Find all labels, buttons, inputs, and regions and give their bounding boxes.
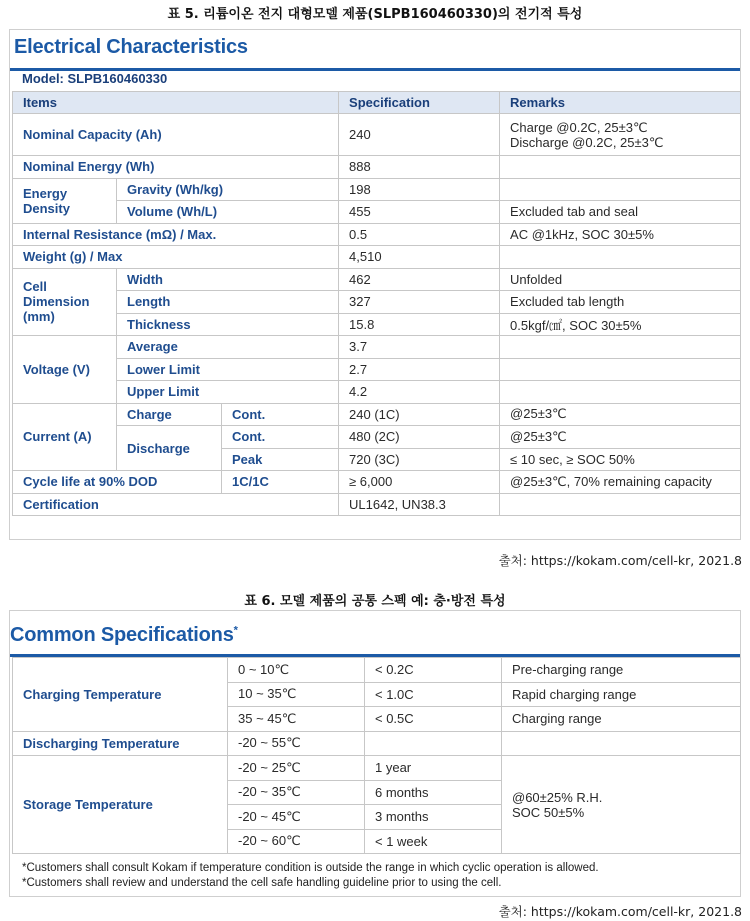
internal-resistance-spec: 0.5 (339, 223, 500, 246)
certification-spec: UL1642, UN38.3 (339, 493, 500, 516)
source-note-1: 출처: https://kokam.com/cell-kr, 2021.8 (498, 553, 742, 568)
charge-cont-remark: @25±3℃ (500, 403, 741, 426)
table-row (13, 223, 741, 246)
table-row (13, 268, 741, 291)
footnotes (22, 861, 599, 891)
charging-note: Rapid charging range (502, 682, 741, 707)
cycle-life-remark: @25±3℃, 70% remaining capacity (500, 471, 741, 494)
cycle-life-spec: ≥ 6,000 (339, 471, 500, 494)
table-row (13, 358, 741, 381)
length-remark: Excluded tab length (500, 291, 741, 314)
electrical-table (12, 91, 741, 516)
storage-period: 1 year (365, 756, 502, 781)
header-remarks: Remarks (500, 92, 741, 114)
discharge-cont-spec: 480 (2C) (339, 426, 500, 449)
storage-range: -20 ~ 60℃ (228, 829, 365, 854)
table-row (13, 731, 741, 756)
charging-note: Charging range (502, 707, 741, 732)
lower-limit-remark (500, 358, 741, 381)
cell-dimension-label: Cell Dimension (mm) (13, 268, 117, 336)
discharge-cont-label: Cont. (222, 426, 339, 449)
charging-rate: < 0.2C (365, 658, 502, 683)
average-label: Average (117, 336, 339, 359)
table-row (13, 114, 741, 156)
energy-density-label: Energy Density (13, 178, 117, 223)
width-label: Width (117, 268, 339, 291)
table-row (13, 156, 741, 179)
nominal-capacity-remarks (500, 114, 741, 156)
charging-rate: < 0.5C (365, 707, 502, 732)
charging-range: 0 ~ 10℃ (228, 658, 365, 683)
discharging-note (502, 731, 741, 756)
remark-line: Discharge @0.2C, 25±3℃ (510, 134, 664, 150)
discharge-cont-remark: @25±3℃ (500, 426, 741, 449)
cycle-life-rate: 1C/1C (222, 471, 339, 494)
electrical-characteristics-panel (9, 29, 741, 540)
upper-limit-label: Upper Limit (117, 381, 339, 404)
charging-temperature-label: Charging Temperature (13, 658, 228, 732)
upper-limit-remark (500, 381, 741, 404)
table5-caption: 표 5. 리튬이온 전지 대형모델 제품(SLPB160460330)의 전기적 특성 (167, 7, 583, 22)
table-row (13, 178, 741, 201)
storage-period: 3 months (365, 805, 502, 830)
charging-rate: < 1.0C (365, 682, 502, 707)
discharging-range: -20 ~ 55℃ (228, 731, 365, 756)
discharging-rate (365, 731, 502, 756)
certification-remark (500, 493, 741, 516)
table-row (13, 756, 741, 781)
volume-spec: 455 (339, 201, 500, 224)
table-row (13, 658, 741, 683)
width-spec: 462 (339, 268, 500, 291)
header-items: Items (13, 92, 339, 114)
width-remark: Unfolded (500, 268, 741, 291)
weight-label: Weight (g) / Max (13, 246, 339, 269)
nominal-capacity-label: Nominal Capacity (Ah) (13, 114, 339, 156)
charge-label: Charge (117, 403, 222, 426)
storage-range: -20 ~ 25℃ (228, 756, 365, 781)
storage-condition-line: SOC 50±5% (512, 804, 585, 820)
electrical-title: Electrical Characteristics (14, 36, 248, 58)
table-row (13, 381, 741, 404)
title-footnote-mark: * (233, 624, 238, 637)
storage-period: < 1 week (365, 829, 502, 854)
lower-limit-label: Lower Limit (117, 358, 339, 381)
remark-line: Charge @0.2C, 25±3℃ (510, 119, 648, 135)
table-row (13, 403, 741, 426)
volume-label: Volume (Wh/L) (117, 201, 339, 224)
charge-cont-spec: 240 (1C) (339, 403, 500, 426)
storage-conditions (502, 756, 741, 854)
lower-limit-spec: 2.7 (339, 358, 500, 381)
table-row (13, 426, 741, 449)
charging-range: 35 ~ 45℃ (228, 707, 365, 732)
table-row (13, 246, 741, 269)
certification-label: Certification (13, 493, 339, 516)
model-label: Model: SLPB160460330 (22, 71, 168, 86)
storage-condition-line: @60±25% R.H. (512, 789, 603, 805)
weight-spec: 4,510 (339, 246, 500, 269)
voltage-label: Voltage (V) (13, 336, 117, 404)
nominal-energy-spec: 888 (339, 156, 500, 179)
common-specifications-panel (9, 610, 741, 897)
source-note-2: 출처: https://kokam.com/cell-kr, 2021.8 (498, 904, 742, 919)
storage-range: -20 ~ 45℃ (228, 805, 365, 830)
charging-range: 10 ~ 35℃ (228, 682, 365, 707)
gravity-label: Gravity (Wh/kg) (117, 178, 339, 201)
peak-spec: 720 (3C) (339, 448, 500, 471)
table-row (13, 201, 741, 224)
internal-resistance-remark: AC @1kHz, SOC 30±5% (500, 223, 741, 246)
common-specs-table (12, 657, 741, 854)
storage-temperature-label: Storage Temperature (13, 756, 228, 854)
peak-label: Peak (222, 448, 339, 471)
weight-remark (500, 246, 741, 269)
length-spec: 327 (339, 291, 500, 314)
table-row (13, 493, 741, 516)
thickness-spec: 15.8 (339, 313, 500, 336)
nominal-capacity-spec: 240 (339, 114, 500, 156)
upper-limit-spec: 4.2 (339, 381, 500, 404)
header-specification: Specification (339, 92, 500, 114)
average-spec: 3.7 (339, 336, 500, 359)
nominal-energy-remark (500, 156, 741, 179)
cycle-life-label: Cycle life at 90% DOD (13, 471, 222, 494)
table-row (13, 471, 741, 494)
peak-remark: ≤ 10 sec, ≥ SOC 50% (500, 448, 741, 471)
common-specs-title (10, 624, 238, 647)
table-row (13, 336, 741, 359)
nominal-energy-label: Nominal Energy (Wh) (13, 156, 339, 179)
gravity-remark (500, 178, 741, 201)
average-remark (500, 336, 741, 359)
volume-remark: Excluded tab and seal (500, 201, 741, 224)
discharge-label: Discharge (117, 426, 222, 471)
common-specs-title-text: Common Specifications (10, 624, 234, 646)
current-label: Current (A) (13, 403, 117, 471)
table6-caption: 표 6. 모델 제품의 공통 스펙 예: 충·방전 특성 (244, 594, 506, 609)
thickness-label: Thickness (117, 313, 339, 336)
length-label: Length (117, 291, 339, 314)
thickness-remark: 0.5kgf/㎠, SOC 30±5% (500, 313, 741, 336)
table-row (13, 313, 741, 336)
gravity-spec: 198 (339, 178, 500, 201)
table-header-row (13, 92, 741, 114)
footnote: *Customers shall review and understand the cell safe handling guideline prior to using the cell. (22, 877, 502, 889)
table-row (13, 291, 741, 314)
charge-cont-label: Cont. (222, 403, 339, 426)
internal-resistance-label: Internal Resistance (mΩ) / Max. (13, 223, 339, 246)
storage-period: 6 months (365, 780, 502, 805)
discharging-temperature-label: Discharging Temperature (13, 731, 228, 756)
footnote: *Customers shall consult Kokam if temperature condition is outside the range in which cyclic operation is allowed. (22, 862, 599, 874)
charging-note: Pre-charging range (502, 658, 741, 683)
storage-range: -20 ~ 35℃ (228, 780, 365, 805)
